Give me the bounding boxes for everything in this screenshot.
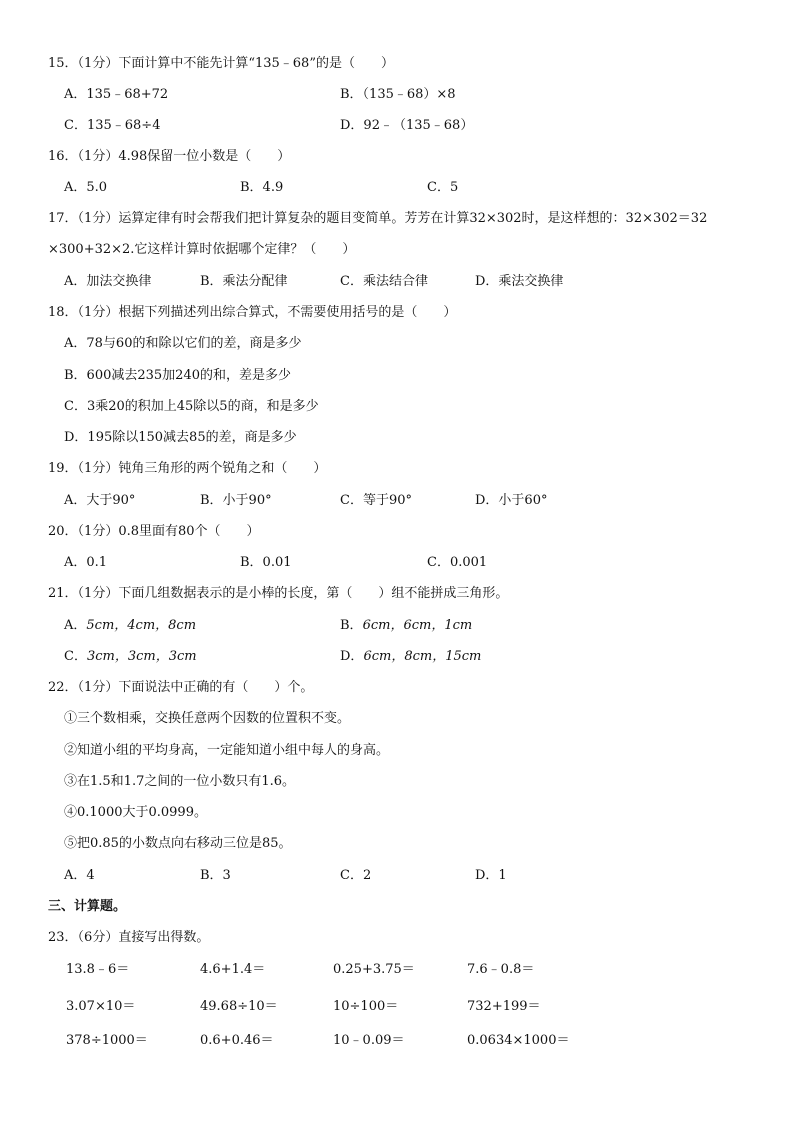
q21-option-b — [340, 617, 472, 635]
q21-option-a-text: 5cm，4cm，8cm — [86, 618, 197, 633]
q21-option-d — [340, 648, 481, 666]
q22-statement-3: ③在1.5和1.7之间的一位小数只有1.6。 — [64, 774, 296, 789]
q17-option-a: A．加法交换律 — [64, 274, 152, 289]
q22-option-b: B．3 — [200, 868, 231, 883]
q15-option-c: C．135﹣68÷4 — [64, 118, 161, 133]
question-19-stem: 19．（1分）钝角三角形的两个锐角之和（ ） — [48, 461, 327, 476]
question-15-stem: 15．（1分）下面计算中不能先计算“135﹣68”的是（ ） — [48, 56, 394, 71]
calc-r3-c1: 378÷1000＝ — [66, 1033, 148, 1048]
q18-option-b: B．600减去235加240的和，差是多少 — [64, 368, 291, 383]
q16-option-a: A．5.0 — [64, 180, 108, 195]
q18-option-d: D．195除以150减去85的差，商是多少 — [64, 430, 297, 445]
question-22-stem: 22．（1分）下面说法中正确的有（ ）个。 — [48, 680, 314, 695]
q22-option-a: A．4 — [64, 868, 95, 883]
q22-statement-1: ①三个数相乘，交换任意两个因数的位置积不变。 — [64, 711, 351, 726]
q21-option-b-text: 6cm，6cm，1cm — [362, 618, 473, 633]
calc-r2-c1: 3.07×10＝ — [66, 999, 136, 1014]
calc-r3-c2: 0.6+0.46＝ — [200, 1033, 274, 1048]
q18-option-c: C．3乘20的积加上45除以5的商，和是多少 — [64, 399, 319, 414]
calc-r2-c3: 10÷100＝ — [333, 999, 399, 1014]
q17-option-c: C．乘法结合律 — [340, 274, 428, 289]
calc-r3-c4: 0.0634×1000＝ — [467, 1033, 570, 1048]
calc-r1-c4: 7.6﹣0.8＝ — [467, 962, 535, 977]
q21-option-c-label: C． — [64, 649, 87, 664]
q19-option-a: A．大于90° — [64, 493, 136, 508]
calc-r1-c1: 13.8﹣6＝ — [66, 962, 130, 977]
q22-statement-5: ⑤把0.85的小数点向右移动三位是85。 — [64, 836, 292, 851]
q16-option-b: B．4.9 — [240, 180, 284, 195]
section-heading: 三、计算题。 — [48, 899, 127, 914]
q19-option-b: B．小于90° — [200, 493, 272, 508]
q20-option-b: B．0.01 — [240, 555, 292, 570]
q19-option-d: D．小于60° — [475, 493, 548, 508]
question-21-stem: 21．（1分）下面几组数据表示的是小棒的长度，第（ ）组不能拼成三角形。 — [48, 586, 509, 601]
q21-option-c-text: 3cm，3cm，3cm — [86, 649, 197, 664]
question-20-stem: 20．（1分）0.8里面有80个（ ） — [48, 524, 260, 539]
calc-r2-c4: 732+199＝ — [467, 999, 541, 1014]
q21-option-a — [64, 617, 196, 635]
question-18-stem: 18．（1分）根据下列描述列出综合算式，不需要使用括号的是（ ） — [48, 305, 457, 320]
q21-option-b-label: B． — [340, 618, 363, 633]
question-23-stem: 23．（6分）直接写出得数。 — [48, 930, 210, 945]
q20-option-c: C．0.001 — [427, 555, 488, 570]
calc-r1-c2: 4.6+1.4＝ — [200, 962, 266, 977]
q22-statement-4: ④0.1000大于0.0999。 — [64, 805, 207, 820]
q17-option-b: B．乘法分配律 — [200, 274, 288, 289]
q21-option-c — [64, 648, 197, 666]
q22-option-d: D．1 — [475, 868, 507, 883]
q19-option-c: C．等于90° — [340, 493, 412, 508]
q20-option-a: A．0.1 — [64, 555, 108, 570]
q15-option-a: A．135﹣68+72 — [64, 87, 169, 102]
q21-option-d-text: 6cm，8cm，15cm — [363, 649, 482, 664]
q22-option-c: C．2 — [340, 868, 372, 883]
question-16-stem: 16．（1分）4.98保留一位小数是（ ） — [48, 149, 291, 164]
question-17-stem-line1: 17．（1分）运算定律有时会帮我们把计算复杂的题目变简单。芳芳在计算32×302时，是这样想的：32×302＝32 — [48, 211, 708, 226]
q22-statement-2: ②知道小组的平均身高，一定能知道小组中每人的身高。 — [64, 743, 390, 758]
question-17-stem-line2: ×300+32×2.它这样计算时依据哪个定律？（ ） — [48, 242, 356, 257]
q15-option-d: D．92﹣（135﹣68） — [340, 118, 474, 133]
calc-r2-c2: 49.68÷10＝ — [200, 999, 278, 1014]
calc-r1-c3: 0.25+3.75＝ — [333, 962, 415, 977]
q16-option-c: C．5 — [427, 180, 459, 195]
q18-option-a: A．78与60的和除以它们的差，商是多少 — [64, 336, 302, 351]
q21-option-d-label: D． — [340, 649, 364, 664]
q17-option-d: D．乘法交换律 — [475, 274, 564, 289]
q15-option-b: B．（135﹣68）×8 — [340, 87, 456, 102]
calc-r3-c3: 10﹣0.09＝ — [333, 1033, 405, 1048]
q21-option-a-label: A． — [64, 618, 87, 633]
